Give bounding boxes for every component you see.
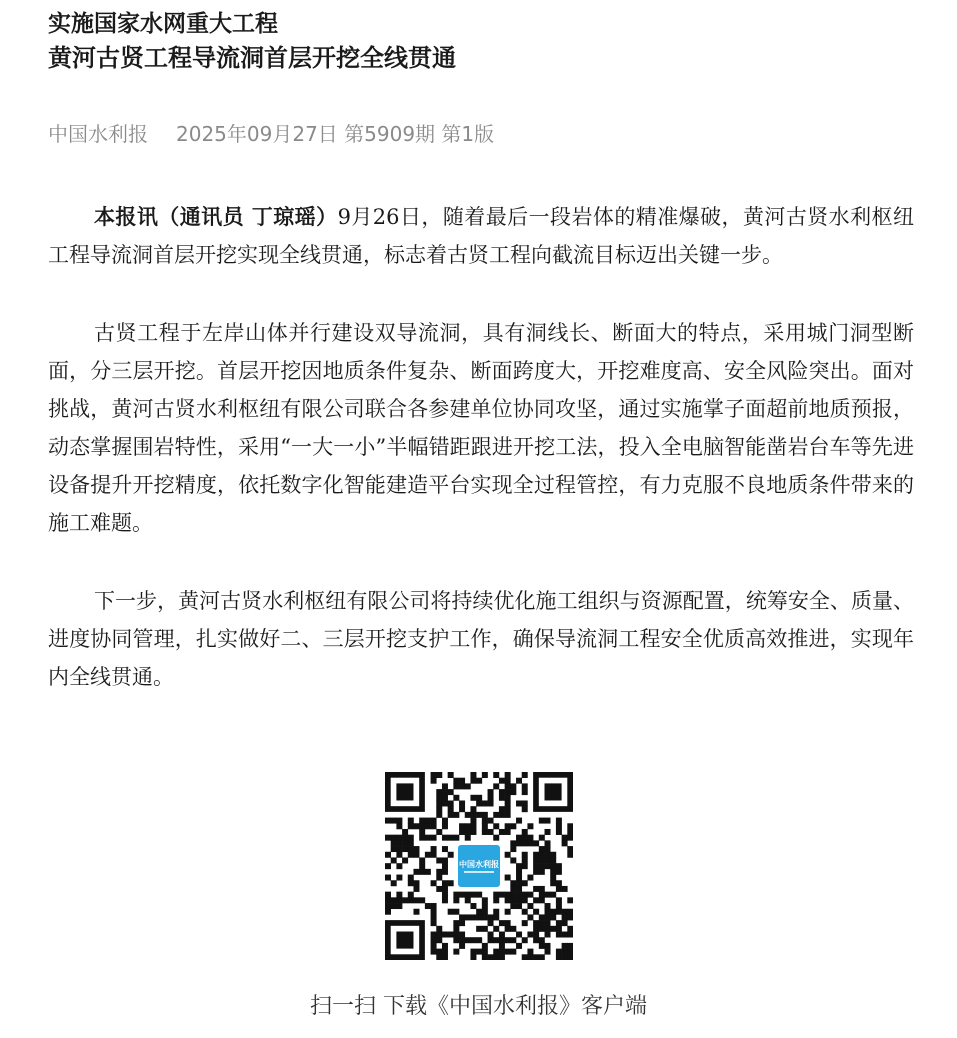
article-headline: 黄河古贤工程导流洞首层开挖全线贯通 [48,44,456,72]
issue-date: 2025年09月27日 第5909期 第1版 [176,122,495,146]
logo-text: 中国水利报 [459,859,499,869]
paragraph-3: 下一步，黄河古贤水利枢纽有限公司将持续优化施工组织与资源配置，统筹安全、质量、进度协同管理，扎实做好二、三层开挖支护工作，确保导流洞工程安全优质高效推进，实现年内全线贯通。 [48,589,914,689]
lead-text: 9月26日，随着最后一段岩体的精准爆破，黄河古贤水利枢纽工程导流洞首层开挖实现全线贯通，标志着古贤工程向截流目标迈出关键一步。 [48,205,914,267]
byline: 本报讯（通讯员 丁琼瑶） [94,204,338,229]
article-kicker: 实施国家水网重大工程 [48,11,278,37]
qr-caption: 扫一扫 下载《中国水利报》客户端 [310,994,647,1019]
newspaper-source: 中国水利报 [48,122,148,146]
article-meta [48,120,914,148]
lead-paragraph [48,198,914,274]
paragraph-2: 古贤工程于左岸山体并行建设双导流洞，具有洞线长、断面大的特点，采用城门洞型断面，分三层开挖。首层开挖因地质条件复杂、断面跨度大，开挖难度高、安全风险突出。面对挑战，黄河古贤水利枢纽有限公司联合各参建单位协同攻坚，通过实施掌子面超前地质预报，动态掌握围岩特性，采用“一大一小”半幅错距跟进开挖工法，投入全电脑智能凿岩台车等先进设备提升开挖精度，依托数字化智能建造平台实现全过程管控，有力克服不良地质条件带来的施工难题。 [48,321,914,535]
download-qr-code[interactable] [385,772,573,960]
article [48,8,914,736]
newspaper-logo [455,842,503,890]
article-body [48,198,914,696]
